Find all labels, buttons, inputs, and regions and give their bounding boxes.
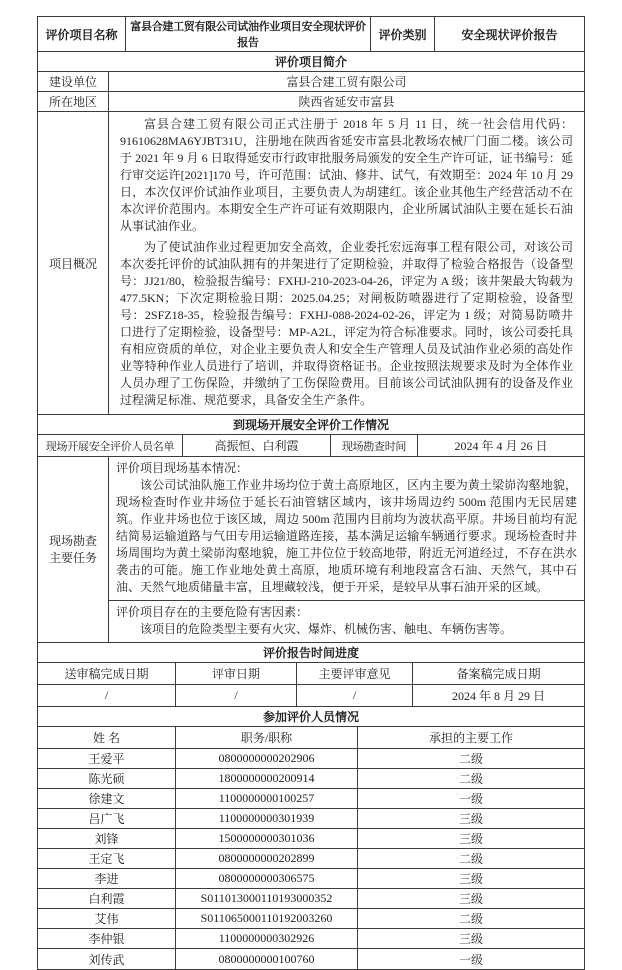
section-project-intro-title: 评价项目简介 xyxy=(274,55,347,69)
participant-level: 二级 xyxy=(458,852,483,866)
section-site-work-title: 到现场开展安全评价工作情况 xyxy=(232,418,389,432)
construction-unit-value: 富县合建工贸有限公司 xyxy=(286,75,407,89)
location-value: 陕西省延安市富县 xyxy=(298,95,395,109)
table-row xyxy=(38,829,584,849)
table-row xyxy=(38,849,584,869)
overview-paragraph-1: 富县合建工贸有限公司正式注册于 2018 年 5 月 11 日，统一社会信用代码：91610628MA6YJBT31U，注册地在陕西省延安市富县北教场农械厂门面二楼。该公司于 2021 年 9 月 6 日取得延安市行政审批服务局颁发的安全生产许可证，证书编号：延行审交运许[2021]170 号，许可范围：试油、修井、试气，有效期至：2024 年 10 月 29 日，本次仅评价试油作业项目，主要负责人为胡建红。该企业其他生产经营活动不在本次评价范围内。本期安全生产许可证有效期限内，企业所属试油队主要在延长石油从事试油作业。 xyxy=(120,117,573,233)
table-row xyxy=(38,909,584,929)
survey-date-value: 2024 年 4 月 26 日 xyxy=(454,439,548,453)
participant-level: 二级 xyxy=(458,912,483,926)
survey-tasks-label: 现场勘查主要任务 xyxy=(38,457,109,642)
section-project-intro xyxy=(38,52,584,72)
project-name-label: 评价项目名称 xyxy=(38,17,126,51)
schedule-value-review-opinion: / xyxy=(297,685,413,706)
schedule-header-draft: 送审稿完成日期 xyxy=(38,663,176,684)
survey-tasks-row xyxy=(38,457,584,643)
participant-cert-no: 1100000000302926 xyxy=(176,929,358,948)
participant-cert-no: 1500000000301036 xyxy=(176,829,358,848)
section-schedule-title: 评价报告时间进度 xyxy=(262,646,359,660)
survey-date-label: 现场勘查时间 xyxy=(331,435,418,456)
participant-level: 三级 xyxy=(458,892,483,906)
table-row xyxy=(38,889,584,909)
site-personnel-label: 现场开展安全评价人员名单 xyxy=(38,435,183,456)
participant-level: 三级 xyxy=(458,812,483,826)
location-label: 所在地区 xyxy=(38,92,109,111)
survey-tasks-content xyxy=(109,457,584,642)
table-row xyxy=(38,869,584,889)
site-basic-text: 该公司试油队施工作业井场均位于黄土高原地区，区内主要为黄土梁峁沟壑地貌，现场检查时作业井场位于延长石油管辖区域内，该井场周边约 500m 范围内无民居建筑。作业井场也位于该区域，周边 500m 范围内目前均为波状高平原。井场目前均有泥结简易运输道路与气田专用运输道路连接，基本满足运输车辆通行要求。现场检查时井场周围均为黄土梁峁沟壑地貌，施工井位位于较高地带，附近无河道经过，不存在洪水袭击的可能。施工作业地处黄土高原，地质环境有利地段富含石油、天然气，其中石油、天然气地质储量丰富，且埋藏较浅，便于开采，是较早从事石油开采的区域。 xyxy=(116,478,577,594)
hazards-title: 评价项目存在的主要危险有害因素： xyxy=(116,605,309,619)
evaluation-report-table xyxy=(37,16,585,970)
schedule-header-row xyxy=(38,663,584,685)
participant-cert-no: S011013000110193000352 xyxy=(176,889,358,908)
participant-name: 吕广飞 xyxy=(38,809,176,828)
section-participants-title: 参加评价人员情况 xyxy=(262,710,359,724)
participants-header-work: 承担的主要工作 xyxy=(428,731,513,745)
schedule-value-review-date: / xyxy=(176,685,297,706)
participants-header-row xyxy=(38,727,584,749)
participant-name: 白利霞 xyxy=(38,889,176,908)
participant-cert-no: 0800000000306575 xyxy=(176,869,358,888)
site-personnel-row xyxy=(38,435,584,457)
participant-level: 二级 xyxy=(458,772,483,786)
schedule-header-final: 备案稿完成日期 xyxy=(456,667,541,681)
schedule-header-review-date: 评审日期 xyxy=(176,663,297,684)
table-row xyxy=(38,789,584,809)
participant-level: 三级 xyxy=(458,832,483,846)
participant-cert-no: 1100000000100257 xyxy=(176,789,358,808)
site-basic-title: 评价项目现场基本情况： xyxy=(116,461,249,475)
construction-unit-label: 建设单位 xyxy=(38,72,109,91)
hazards-text: 该项目的危险类型主要有火灾、爆炸、机械伤害、触电、车辆伤害等。 xyxy=(140,622,513,636)
project-overview-text xyxy=(109,112,584,414)
participant-level: 一级 xyxy=(458,952,483,967)
section-participants xyxy=(38,707,584,727)
table-row xyxy=(38,809,584,829)
table-row xyxy=(38,929,584,949)
participant-level: 一级 xyxy=(458,792,483,806)
participant-cert-no: S011065000110192003260 xyxy=(176,909,358,928)
table-row xyxy=(38,949,584,969)
participants-header-title: 职务/职称 xyxy=(176,727,358,748)
participant-name: 徐建文 xyxy=(38,789,176,808)
project-overview-label: 项目概况 xyxy=(38,112,109,414)
site-basic-box xyxy=(109,457,584,601)
overview-paragraph-2: 为了使试油作业过程更加安全高效，企业委托宏远海事工程有限公司，对该公司本次委托评价的试油队拥有的井架进行了定期检验，并取得了检验合格报告（设备型号：JJ21/80，检验报告编号：FXHJ-210-2023-04-26，评定为 A 级；该井架最大钩载为 477.5KN；下次定期检验日期：2025.04.25；对闸板防喷器进行了定期检验，设备型号：2SFZ18-35，检验报告编号：FXHJ-088-2024-02-26，评定为 1 级；对简易防喷井口进行了定期检验，设备型号：MP-A2L，评定为符合标准要求。同时，该公司委托具有相应资质的单位，对企业主要负责人和安全生产管理人员及试油作业必须的高处作业等特种作业人员进行了培训，并取得资格证书。企业按照法规要求及时为全体作业人员办理了工伤保险，并缴纳了工伤保险费用。目前该公司试油队拥有的设备及作业过程满足标准、规范要求，具备安全生产条件。 xyxy=(120,240,573,407)
category-value: 安全现状评价报告 xyxy=(461,27,558,42)
participant-name: 刘传武 xyxy=(38,949,176,969)
schedule-header-review-opinion: 主要评审意见 xyxy=(297,663,413,684)
participant-cert-no: 0800000000202906 xyxy=(176,749,358,768)
project-name-value: 富县合建工贸有限公司试油作业项目安全现状评价报告 xyxy=(126,17,371,51)
site-personnel-value: 高振恒、白利霞 xyxy=(183,435,331,456)
participant-level: 三级 xyxy=(458,932,483,946)
participant-level: 二级 xyxy=(458,752,483,766)
schedule-value-final: 2024 年 8 月 29 日 xyxy=(451,689,545,703)
participant-name: 刘锋 xyxy=(38,829,176,848)
header-row xyxy=(38,17,584,52)
participant-name: 李仲银 xyxy=(38,929,176,948)
participant-name: 王爱平 xyxy=(38,749,176,768)
participant-name: 艾伟 xyxy=(38,909,176,928)
category-label: 评价类别 xyxy=(371,17,435,51)
participant-cert-no: 1100000000301939 xyxy=(176,809,358,828)
section-site-work xyxy=(38,415,584,435)
table-row xyxy=(38,749,584,769)
schedule-value-draft: / xyxy=(38,685,176,706)
construction-unit-row xyxy=(38,72,584,92)
project-overview-row xyxy=(38,112,584,415)
section-schedule xyxy=(38,643,584,663)
participant-name: 李进 xyxy=(38,869,176,888)
hazards-box xyxy=(109,601,584,642)
participant-level: 三级 xyxy=(458,872,483,886)
schedule-value-row xyxy=(38,685,584,707)
location-row xyxy=(38,92,584,112)
participant-cert-no: 1800000000200914 xyxy=(176,769,358,788)
participants-header-name: 姓 名 xyxy=(38,727,176,748)
table-row xyxy=(38,769,584,789)
participant-name: 陈光硕 xyxy=(38,769,176,788)
participant-name: 王定飞 xyxy=(38,849,176,868)
participant-cert-no: 0800000000202899 xyxy=(176,849,358,868)
participant-cert-no: 0800000000100760 xyxy=(176,949,358,969)
